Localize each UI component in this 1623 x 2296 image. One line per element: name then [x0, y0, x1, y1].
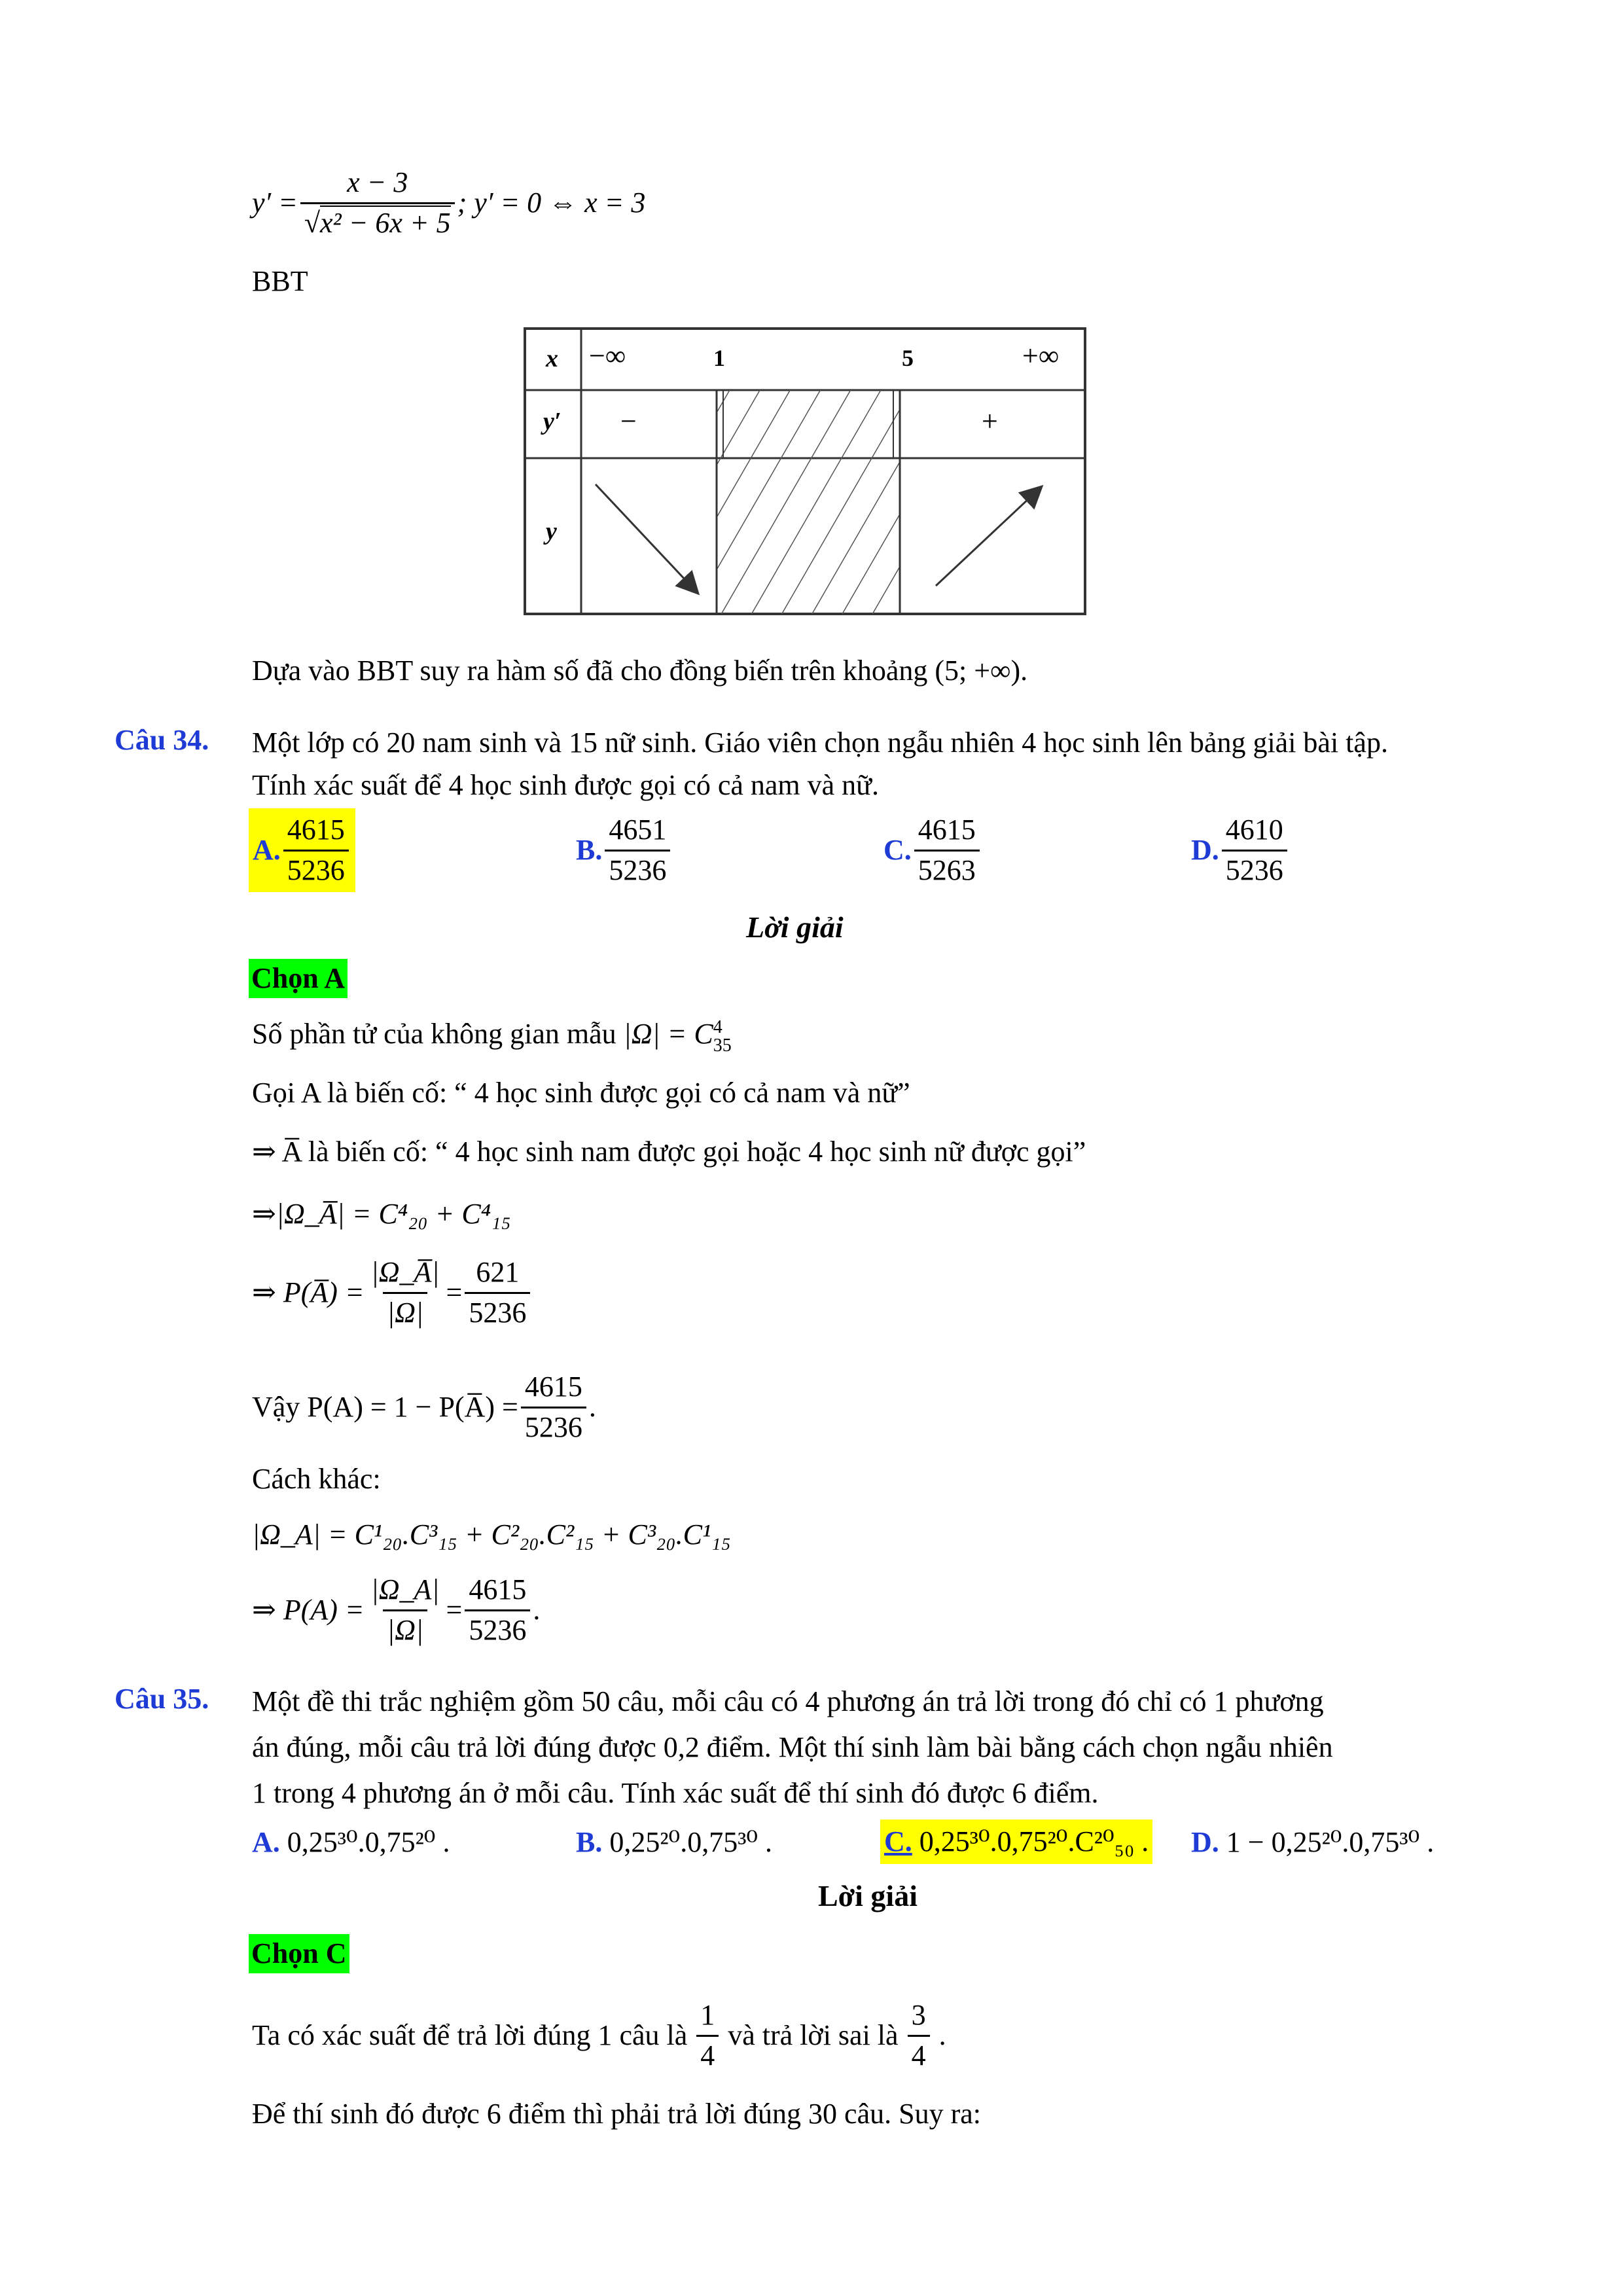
q35-line1: Một đề thi trắc nghiệm gồm 50 câu, mỗi câu có 4 phương án trả lời trong đó chỉ có 1 phương: [252, 1685, 1324, 1717]
q34-alt-step2-fnum: 4615: [469, 1573, 527, 1606]
q34-option-c-letter: C.: [883, 834, 912, 866]
q34-option-c[interactable]: [883, 808, 982, 892]
q34-option-a[interactable]: [249, 808, 355, 892]
q34-option-b-num: 4651: [609, 814, 667, 846]
x-value-5: 5: [902, 345, 914, 371]
q34-step6-num: 4615: [524, 1371, 582, 1403]
q34-step1: [252, 1014, 732, 1055]
q34-alt-step1: |Ω_A| = C¹₂₀.C³₁₅ + C²₂₀.C²₁₅ + C³₂₀.C¹₁₅: [252, 1518, 731, 1551]
q34-alt-step2-fden: 5236: [465, 1609, 530, 1645]
q34-option-b-letter: B.: [576, 834, 603, 866]
derivative-zero-condition: ; y′ = 0 ⇔ x = 3: [457, 187, 646, 219]
q34-step6-lhs: Vậy P(A) = 1 − P(A̅) =: [252, 1391, 518, 1423]
q34-line2: Tính xác suất để 4 học sinh được gọi có cả nam và nữ.: [252, 769, 880, 801]
variation-table: [524, 327, 1086, 615]
q34-step5-num: |Ω_A̅|: [370, 1256, 440, 1289]
q35-step1-frac2-num: 3: [911, 1999, 926, 2032]
row-label-x: x: [546, 345, 558, 372]
hatched-region: [717, 390, 900, 614]
q34-step5-den: |Ω|: [383, 1292, 427, 1328]
q34-option-d-den: 5236: [1222, 850, 1287, 886]
q34-step5-fden: 5236: [465, 1292, 530, 1328]
q34-step2: Gọi A là biến cố: “ 4 học sinh được gọi có cả nam và nữ”: [252, 1077, 910, 1109]
q34-step1-math: |Ω| = C: [623, 1018, 713, 1050]
q34-step5-eq: =: [446, 1276, 463, 1308]
q34-alt-title: Cách khác:: [252, 1463, 381, 1495]
q34-option-d[interactable]: [1191, 808, 1290, 892]
q35-step1-frac2-den: 4: [908, 2035, 930, 2071]
x-value-1: 1: [713, 345, 725, 371]
sign-positive: +: [982, 405, 998, 437]
q34-alt-step2: ⇒ P(A) = $\frac{|\Omega\_A|}{|\Omega|}$ = $\frac{4615}{5236}$ .: [252, 1573, 541, 1646]
q35-line2: án đúng, mỗi câu trả lời đúng được 0,2 điểm. Một thí sinh làm bài bằng cách chọn ngẫu nhiên: [252, 1731, 1333, 1763]
derivative-denominator: √x² − 6x + 5: [300, 202, 455, 238]
q35-option-d[interactable]: [1191, 1823, 1434, 1862]
q34-step1-text: Số phần tử của không gian mẫu: [252, 1018, 616, 1050]
q35-option-b-letter: B.: [576, 1826, 603, 1858]
q34-option-d-letter: D.: [1191, 834, 1219, 866]
x-value-neg-inf: −∞: [589, 340, 626, 372]
derivative-lhs: y′ =: [252, 187, 298, 219]
derivative-radicand: x² − 6x + 5: [320, 206, 451, 239]
q35-step1-text-a: Ta có xác suất để trả lời đúng 1 câu là: [252, 2019, 688, 2051]
bbt-conclusion: Dựa vào BBT suy ra hàm số đã cho đồng biến trên khoảng (5; +∞).: [252, 655, 1028, 687]
q34-step1-sup: 4: [713, 1016, 722, 1037]
q35-option-a[interactable]: [252, 1823, 450, 1862]
q35-step1: Ta có xác suất để trả lời đúng 1 câu là $\frac{1}{4}$ và trả lời sai là $\frac{3}{4}$ .: [252, 1999, 946, 2072]
q34-option-a-num: 4615: [287, 814, 345, 846]
derivative-fraction: [300, 168, 455, 238]
q35-step1-frac1-num: 1: [700, 1999, 715, 2032]
q35-label: Câu 35.: [115, 1683, 209, 1715]
q34-step6: Vậy P(A) = 1 − P(A̅) = $\frac{4615}{5236}$ .: [252, 1371, 596, 1443]
q35-option-d-letter: D.: [1191, 1826, 1219, 1858]
q34-line1: Một lớp có 20 nam sinh và 15 nữ sinh. Giáo viên chọn ngẫu nhiên 4 học sinh lên bảng giải bài tập.: [252, 726, 1388, 759]
q34-option-d-num: 4610: [1225, 814, 1283, 846]
increasing-arrow: [936, 488, 1041, 586]
q34-solution-title: Lời giải: [746, 910, 844, 944]
q35-step1-frac1-den: 4: [696, 2035, 719, 2071]
q34-step5-lhs: ⇒ P(A̅) =: [252, 1276, 365, 1308]
q35-line3: 1 trong 4 phương án ở mỗi câu. Tính xác suất để thí sinh đó được 6 điểm.: [252, 1777, 1099, 1809]
q35-option-c[interactable]: [880, 1820, 1152, 1864]
bbt-label: BBT: [252, 265, 308, 297]
q35-step1-text-b: và trả lời sai là: [728, 2019, 899, 2051]
q35-option-a-text: 0,25³⁰.0,75²⁰ .: [287, 1826, 450, 1858]
q34-alt-step2-lhs: ⇒ P(A) =: [252, 1594, 365, 1626]
q34-step5-fnum: 621: [476, 1256, 520, 1289]
q35-option-a-letter: A.: [252, 1826, 280, 1858]
q34-label: Câu 34.: [115, 724, 209, 756]
q34-step5: [252, 1247, 533, 1338]
sign-negative: −: [620, 405, 637, 437]
derivative-numerator: x − 3: [347, 166, 408, 199]
q34-option-b[interactable]: [576, 808, 673, 892]
q34-step6-den: 5236: [521, 1407, 586, 1443]
q35-option-c-text: 0,25³⁰.0,75²⁰.C²⁰₅₀ .: [919, 1825, 1149, 1857]
q34-step1-sub: 35: [713, 1035, 732, 1056]
q34-alt-step2-eq: =: [446, 1594, 463, 1626]
q35-option-b-text: 0,25²⁰.0,75³⁰ .: [609, 1826, 773, 1858]
q34-step4: ⇒|Ω_A̅| = C⁴₂₀ + C⁴₁₅: [252, 1198, 511, 1230]
q34-alt-step2-num: |Ω_A|: [370, 1573, 440, 1606]
q35-choice: Chọn C: [249, 1934, 349, 1973]
row-label-y: y: [546, 518, 557, 545]
q34-option-c-den: 5263: [914, 850, 980, 886]
q34-option-c-num: 4615: [918, 814, 976, 846]
q35-step2: Để thí sinh đó được 6 điểm thì phải trả lời đúng 30 câu. Suy ra:: [252, 2098, 981, 2130]
decreasing-arrow: [596, 484, 697, 592]
derivative-formula: [252, 154, 645, 252]
row-label-yprime: y′: [543, 408, 562, 435]
q34-option-a-letter: A.: [253, 834, 281, 866]
q35-option-d-text: 1 − 0,25²⁰.0,75³⁰ .: [1226, 1826, 1435, 1858]
q34-option-a-den: 5236: [283, 850, 349, 886]
q34-choice: Chọn A: [249, 959, 348, 998]
q34-step3: ⇒ A̅ là biến cố: “ 4 học sinh nam được gọi hoặc 4 học sinh nữ được gọi”: [252, 1136, 1086, 1168]
x-value-pos-inf: +∞: [1022, 340, 1060, 372]
q35-solution-title: Lời giải: [818, 1879, 918, 1912]
q34-alt-step2-den: |Ω|: [383, 1609, 427, 1645]
q35-option-c-letter: C.: [884, 1825, 912, 1857]
q34-option-b-den: 5236: [605, 850, 670, 886]
q35-option-b[interactable]: [576, 1823, 772, 1862]
